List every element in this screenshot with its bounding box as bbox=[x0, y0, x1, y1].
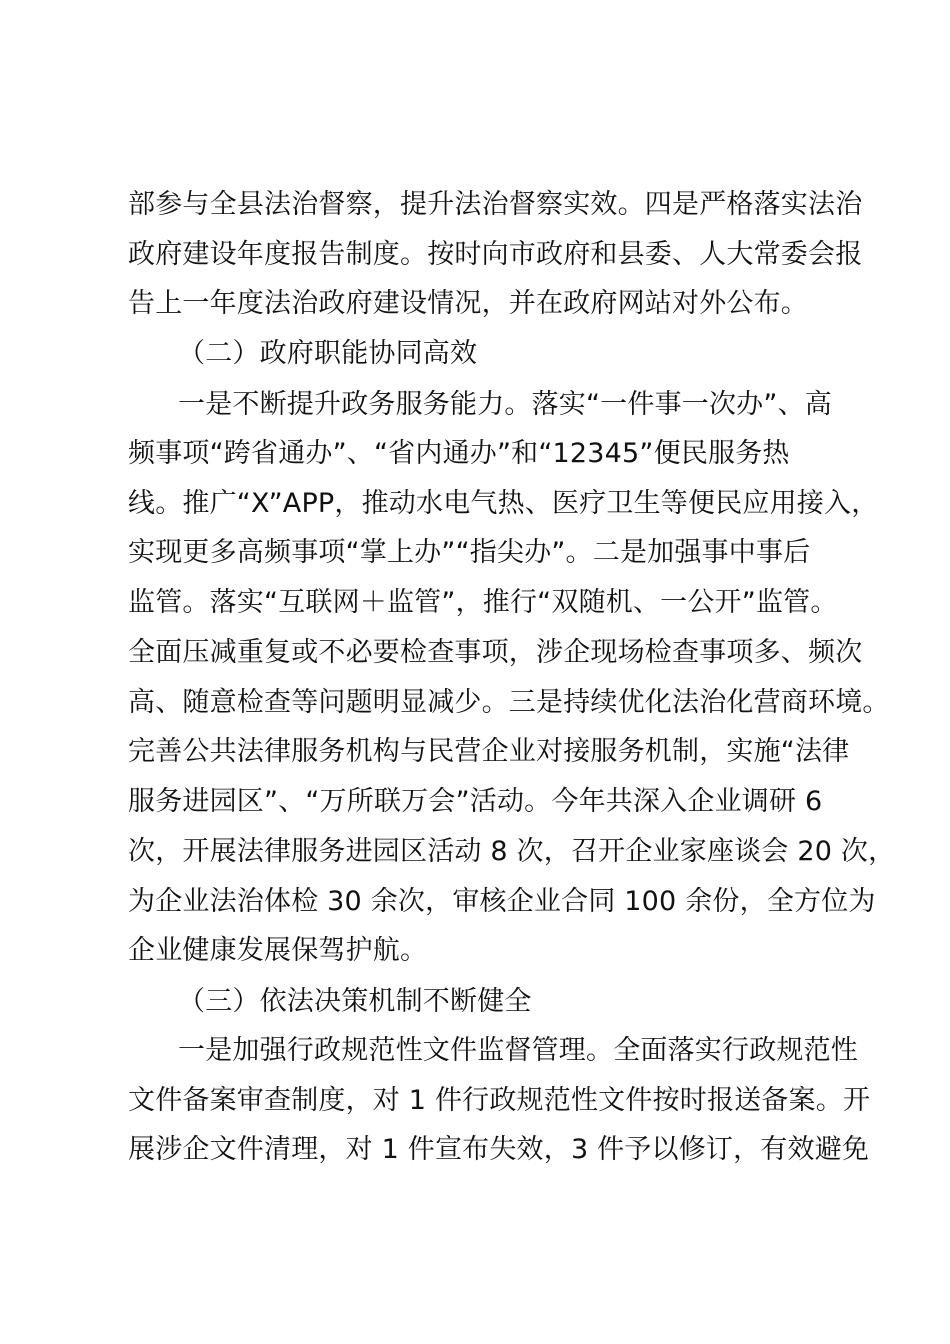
body-text-line: 监管。落实“互联网＋监管”，推行“双随机、一公开”监管。 bbox=[128, 587, 838, 618]
body-text-line: 全面压减重复或不必要检查事项，涉企现场检查事项多、频次 bbox=[128, 637, 863, 668]
body-text-line: 一是加强行政规范性文件监督管理。全面落实行政规范性 bbox=[178, 1035, 858, 1066]
body-text-line: 完善公共法律服务机构与民营企业对接服务机制，实施“法律 bbox=[128, 736, 850, 767]
body-text-line: 告上一年度法治政府建设情况，并在政府网站对外公布。 bbox=[128, 288, 808, 319]
body-text-line: 实现更多高频事项“掌上办”“指尖办”。二是加强事中事后 bbox=[128, 537, 811, 568]
body-text-line: 为企业法治体检 30 余次，审核企业合同 100 余份，全方位为 bbox=[128, 886, 876, 917]
body-text-line: 次，开展法律服务进园区活动 8 次，召开企业家座谈会 20 次， bbox=[128, 836, 896, 867]
body-text-line: 企业健康发展保驾护航。 bbox=[128, 935, 428, 966]
body-text-line: 高、随意检查等问题明显减少。三是持续优化法治化营商环境。 bbox=[128, 687, 890, 718]
body-text-line: 部参与全县法治督察，提升法治督察实效。四是严格落实法治 bbox=[128, 189, 863, 220]
section-heading: （二）政府职能协同高效 bbox=[178, 338, 478, 369]
body-text-line: 政府建设年度报告制度。按时向市政府和县委、人大常委会报 bbox=[128, 239, 863, 270]
body-text-line: 展涉企文件清理，对 1 件宣布失效，3 件予以修订，有效避免 bbox=[128, 1134, 870, 1165]
body-text-line: 服务进园区”、“万所联万会”活动。今年共深入企业调研 6 bbox=[128, 786, 823, 817]
body-text-line: 线。推广“X”APP，推动水电气热、医疗卫生等便民应用接入， bbox=[128, 488, 879, 519]
body-text-line: 频事项“跨省通办”、“省内通办”和“12345”便民服务热 bbox=[128, 438, 790, 469]
body-text-line: 一是不断提升政务服务能力。落实“一件事一次办”、高 bbox=[178, 389, 832, 420]
body-text-line: 文件备案审查制度，对 1 件行政规范性文件按时报送备案。开 bbox=[128, 1085, 871, 1116]
section-heading: （三）依法决策机制不断健全 bbox=[178, 986, 532, 1017]
